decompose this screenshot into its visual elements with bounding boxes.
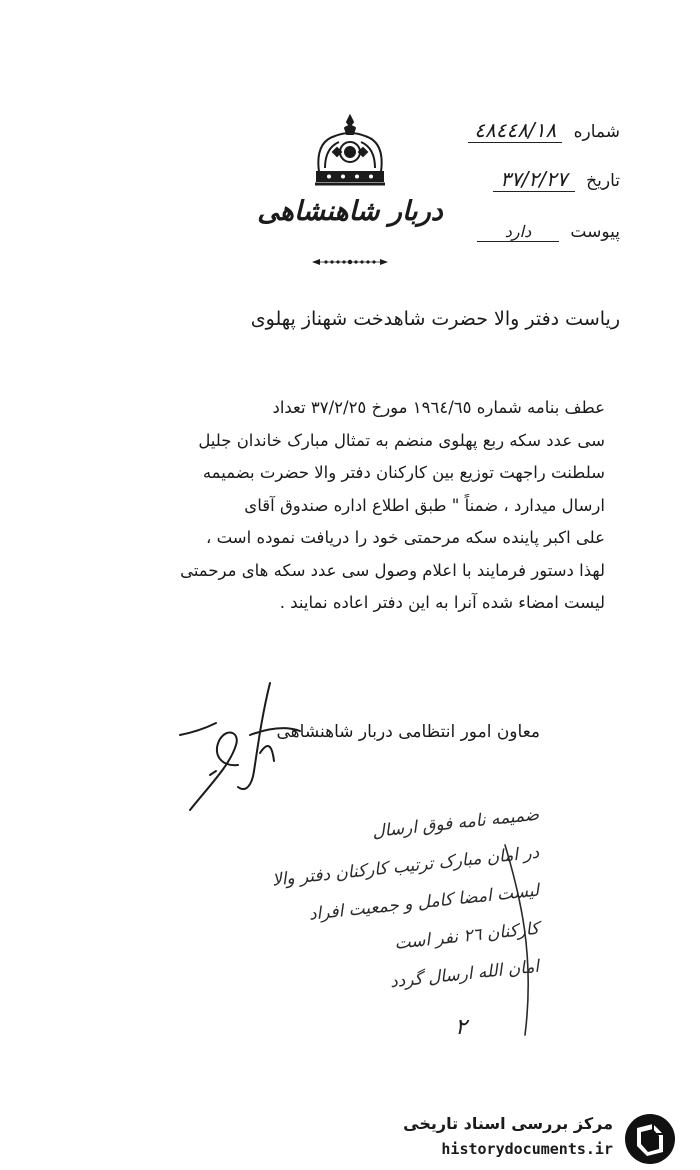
body-line: سلطنت راجهت توزیع بین کارکنان دفتر والا حضرت بضمیمه [202, 463, 605, 482]
crown-icon [305, 112, 395, 192]
body-line: علی اکبر پاینده سکه مرحمتی خود را دریافت نموده است ، [206, 528, 605, 547]
number-value: ٤٨٤٤٨/١٨ [468, 118, 562, 143]
signer-title: معاون امور انتظامی دربار شاهنشاهی [276, 722, 540, 742]
body-line: سی عدد سکه ربع پهلوی منضم به تمثال مبارک خاندان جلیل [198, 430, 605, 450]
date-value: ٣٧/٢/٢٧ [493, 167, 575, 192]
archive-logo-icon [623, 1112, 677, 1166]
handwritten-line: در امان مبارک ترتیب کارکنان دفتر والا [271, 842, 541, 891]
body-line: لیست امضاء شده آنرا به این دفتر اعاده نمایند . [279, 593, 605, 612]
ornament-divider-icon [310, 255, 390, 269]
body-line: لهذا دستور فرمایند با اعلام وصول سی عدد سکه های مرحمتی [180, 560, 605, 580]
handwritten-line: ضمیمه نامه فوق ارسال [371, 804, 541, 843]
date-label: تاریخ [586, 171, 620, 191]
signature-scribble [150, 675, 340, 825]
body-line: ارسال میدارد ، ضمناً " طبق اطلاع اداره صندوق آقای [244, 495, 605, 515]
date-row [493, 167, 620, 192]
court-title: دربار شاهنشاهی [257, 196, 443, 227]
addressee-line: ریاست دفتر والا حضرت شاهدخت شهناز پهلوی [250, 308, 620, 330]
number-row [468, 118, 620, 143]
number-label: شماره [573, 122, 620, 142]
archive-url[interactable]: historydocuments.ir [441, 1140, 613, 1158]
handwritten-line: امان الله ارسال گردد [389, 956, 541, 993]
archive-footer [403, 1108, 685, 1168]
attachment-value: دارد [477, 222, 559, 242]
handwritten-line: لیست امضا کامل و جمعیت افراد [307, 880, 541, 925]
attachment-label: پیوست [570, 222, 620, 242]
body-line: عطف بنامه شماره ١٩٦٤/٦٥ مورخ ٣٧/٢/٢٥ تعداد [272, 398, 605, 417]
archive-center-name: مرکز بررسی اسناد تاریخی [403, 1114, 613, 1133]
handwritten-mark: ٢ [455, 1015, 467, 1040]
handwritten-line: کارکنان ٢٦ نفر است [393, 918, 541, 954]
handwritten-bracket [170, 835, 540, 1045]
attachment-row [477, 222, 620, 242]
letter-body [90, 392, 605, 620]
